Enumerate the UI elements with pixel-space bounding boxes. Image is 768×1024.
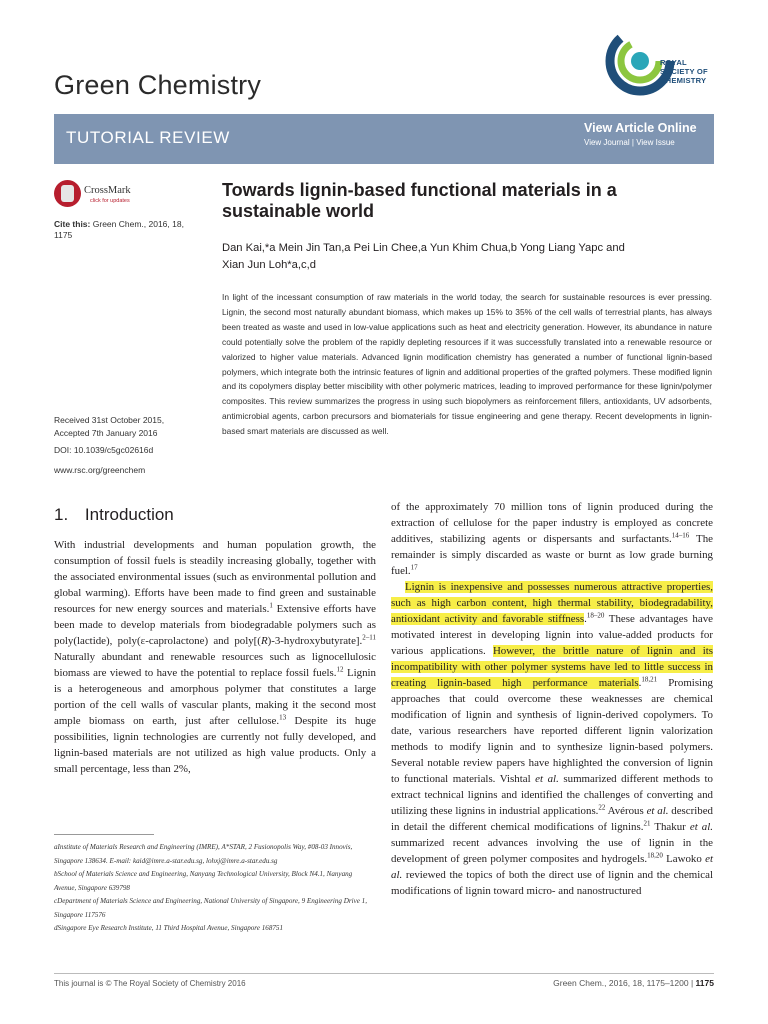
journal-site-link[interactable]: www.rsc.org/greenchem xyxy=(54,465,146,475)
section-title: Introduction xyxy=(84,505,174,524)
footer-rule xyxy=(54,973,714,974)
article-title: Towards lignin-based functional materials in a sustainable world xyxy=(222,180,617,221)
rsc-logo-text: ROYAL SOCIETY OF CHEMISTRY xyxy=(660,58,708,85)
link-separator: | xyxy=(631,138,637,147)
affiliation-d: dSingapore Eye Research Institute, 11 Third Hospital Avenue, Singapore 168751 xyxy=(54,924,284,932)
copyright-notice: This journal is © The Royal Society of Chemistry 2016 xyxy=(54,979,246,988)
highlight-1: Lignin is inexpensive and possesses numerous attractive properties, such as high carbon content, high thermal stability, biodegradability, antioxidant activity and favorable stiffness xyxy=(391,581,713,625)
crossmark-bookmark-icon xyxy=(61,185,74,202)
section-number: 1. xyxy=(54,505,69,524)
authors-line-2: Xian Jun Loh*a,c,d xyxy=(222,259,316,271)
body-column-right xyxy=(391,499,713,899)
view-article-online-link[interactable]: View Article Online xyxy=(584,121,697,135)
section-heading xyxy=(54,505,174,525)
body-paragraph-2: Lignin is inexpensive and possesses numerous attractive properties, such as high carbon content, high thermal stability, biodegradability, antioxidant activity and favorable stiffness.$^{18-20}$ These advantages have motivated interest in developing lignin into value-added products for various applications. However, the brittle nature of lignin and its incompatibility with other polymer systems have led to little success in creating lignin-based high performance materials.$^{18,21}$ Promising approaches that could overcome these weaknesses are chemical modification of lignin and synthesis of lignin-derived copolymers. To date, various researchers have reported different lignin valorization methods to modify lignin and to synthesize lignin-based polymers. Several notable review papers have highlighted the conversion of lignin to functional materials. Vishtal et al. summarized different methods to extract technical lignins and identified the challenges of converting and utilizing these lignins in industrial applications.$^{22}$ Avérous et al. described in detail the different chemical modifications of lignins.$^{21}$ Thakur et al. summarized recent advances involving the use of lignin in the development of green polymer composites and hydrogels.$^{18,20}$ Lawoko et al. reviewed the topics of both the direct use of lignin and the chemical modifications of lignin toward micro- and nanostructured xyxy=(391,581,714,897)
citation-text: Green Chem., 2016, 18, 1175 xyxy=(54,219,184,240)
footnote-rule xyxy=(54,834,154,835)
page-number: 1175 xyxy=(695,978,714,988)
journal-title: Green Chemistry xyxy=(54,70,262,100)
highlight-2: However, the brittle nature of lignin and its incompatibility with other polymer systems have led to little success in creating lignin-based high performance materials xyxy=(391,645,713,689)
intro-paragraph: With industrial developments and human population growth, the consumption of fossil fuels is steadily increasing globally, together with the associated environmental issues (such as environmental pollution and global warming). Efforts have been made to find green and sustainable resources for new energy sources and materials.$^1$ Extensive efforts have been made to develop materials from biodegradable polymers such as poly(lactide), poly(ε-caprolactone) and poly[(R)-3-hydroxybutyrate].$^{2-11}$ Naturally abundant and renewable resources such as lignocellulosic biomass are viewed to have the potential to replace fossil fuels.$^{12}$ Lignin is a heterogeneous and amorphous polymer that constitutes a large portion of the cell walls of vascular plants, making it the second most ample biomass on earth, just after cellulose.$^{13}$ Despite its huge possibilities, lignin technologies are currently not fully developed, and lignin-based materials are not utilized as high value products. Only a small percentage, less than 2%, xyxy=(54,539,376,775)
article-type: TUTORIAL REVIEW xyxy=(66,128,230,147)
citation xyxy=(54,219,204,241)
banner-links xyxy=(584,138,675,147)
affiliation-a: aInstitute of Materials Research and Engineering (IMRE), A*STAR, 2 Fusionopolis Way, #08-03 Innovis, Singapore 138634. E-mail: kaid@imre.a-star.edu.sg, lohxj@imre.a-star.edu.sg xyxy=(54,843,353,865)
crossmark-label[interactable]: CrossMark xyxy=(84,185,131,196)
body-column-left xyxy=(54,537,376,777)
affiliation-footnotes xyxy=(54,841,376,936)
abstract: In light of the incessant consumption of raw materials in the world today, the search for sustainable resources is ever pressing. Lignin, the second most naturally abundant biomass, which makes up 15% to 35% of the cell walls of terrestrial plants, has always been treated as waste and used in low-value applications such as heat and electricity generation. However, its abundance in nature could potentially solve the problem of the rapidly depleting resources if it was successfully translated into a renewable resource or valorized to higher value materials. Advanced lignin modification chemistry has generated a number of functional lignin-based polymers, which integrate both the intrinsic features of lignin and additional properties of the grafted polymers. These modified lignin and its copolymers display better miscibility with other polymeric matrices, leading to improved performance for these lignin/polymer composites. This review summarizes the progress in using such biopolymers as reinforcement fillers, antioxidants, UV adsorbents, antimicrobial agents, carbon precursors and biomaterials for tissue engineering and gene therapy. Recent developments in lignin-based smart materials are discussed as well. xyxy=(222,292,712,437)
view-journal-link[interactable]: View Journal xyxy=(584,138,630,147)
citation-prefix: Cite this: xyxy=(54,219,91,229)
accepted-date: Accepted 7th January 2016 xyxy=(54,427,158,438)
view-issue-link[interactable]: View Issue xyxy=(636,138,675,147)
page-footer xyxy=(440,978,714,988)
doi[interactable]: DOI: 10.1039/c5gc02616d xyxy=(54,445,154,456)
author-list xyxy=(222,240,712,274)
authors-line-1: Dan Kai,*a Mein Jin Tan,a Pei Lin Chee,a Yun Khim Chua,b Yong Liang Yapc and xyxy=(222,242,625,254)
journal-citation-range: Green Chem., 2016, 18, 1175–1200 | xyxy=(553,978,694,988)
crossmark-sub[interactable]: click for updates xyxy=(90,198,130,204)
intro-paragraph-cont: of the approximately 70 million tons of lignin produced during the extraction of cellulose for the paper industry is employed as concrete additives, stabilizing agents or dispersants and surfactants.$^{14-16}$ The remainder is simply discarded as waste or burnt as low grade burning fuel.$^{17}$ xyxy=(391,501,713,577)
received-date: Received 31st October 2015, xyxy=(54,415,165,425)
article-history xyxy=(54,414,214,457)
affiliation-c: cDepartment of Materials Science and Engineering, National University of Singapore, 9 Engineering Drive 1, Singapore 117576 xyxy=(54,897,367,919)
affiliation-b: bSchool of Materials Science and Engineering, Nanyang Technological University, Block N4.1, Nanyang Avenue, Singapore 639798 xyxy=(54,870,353,892)
